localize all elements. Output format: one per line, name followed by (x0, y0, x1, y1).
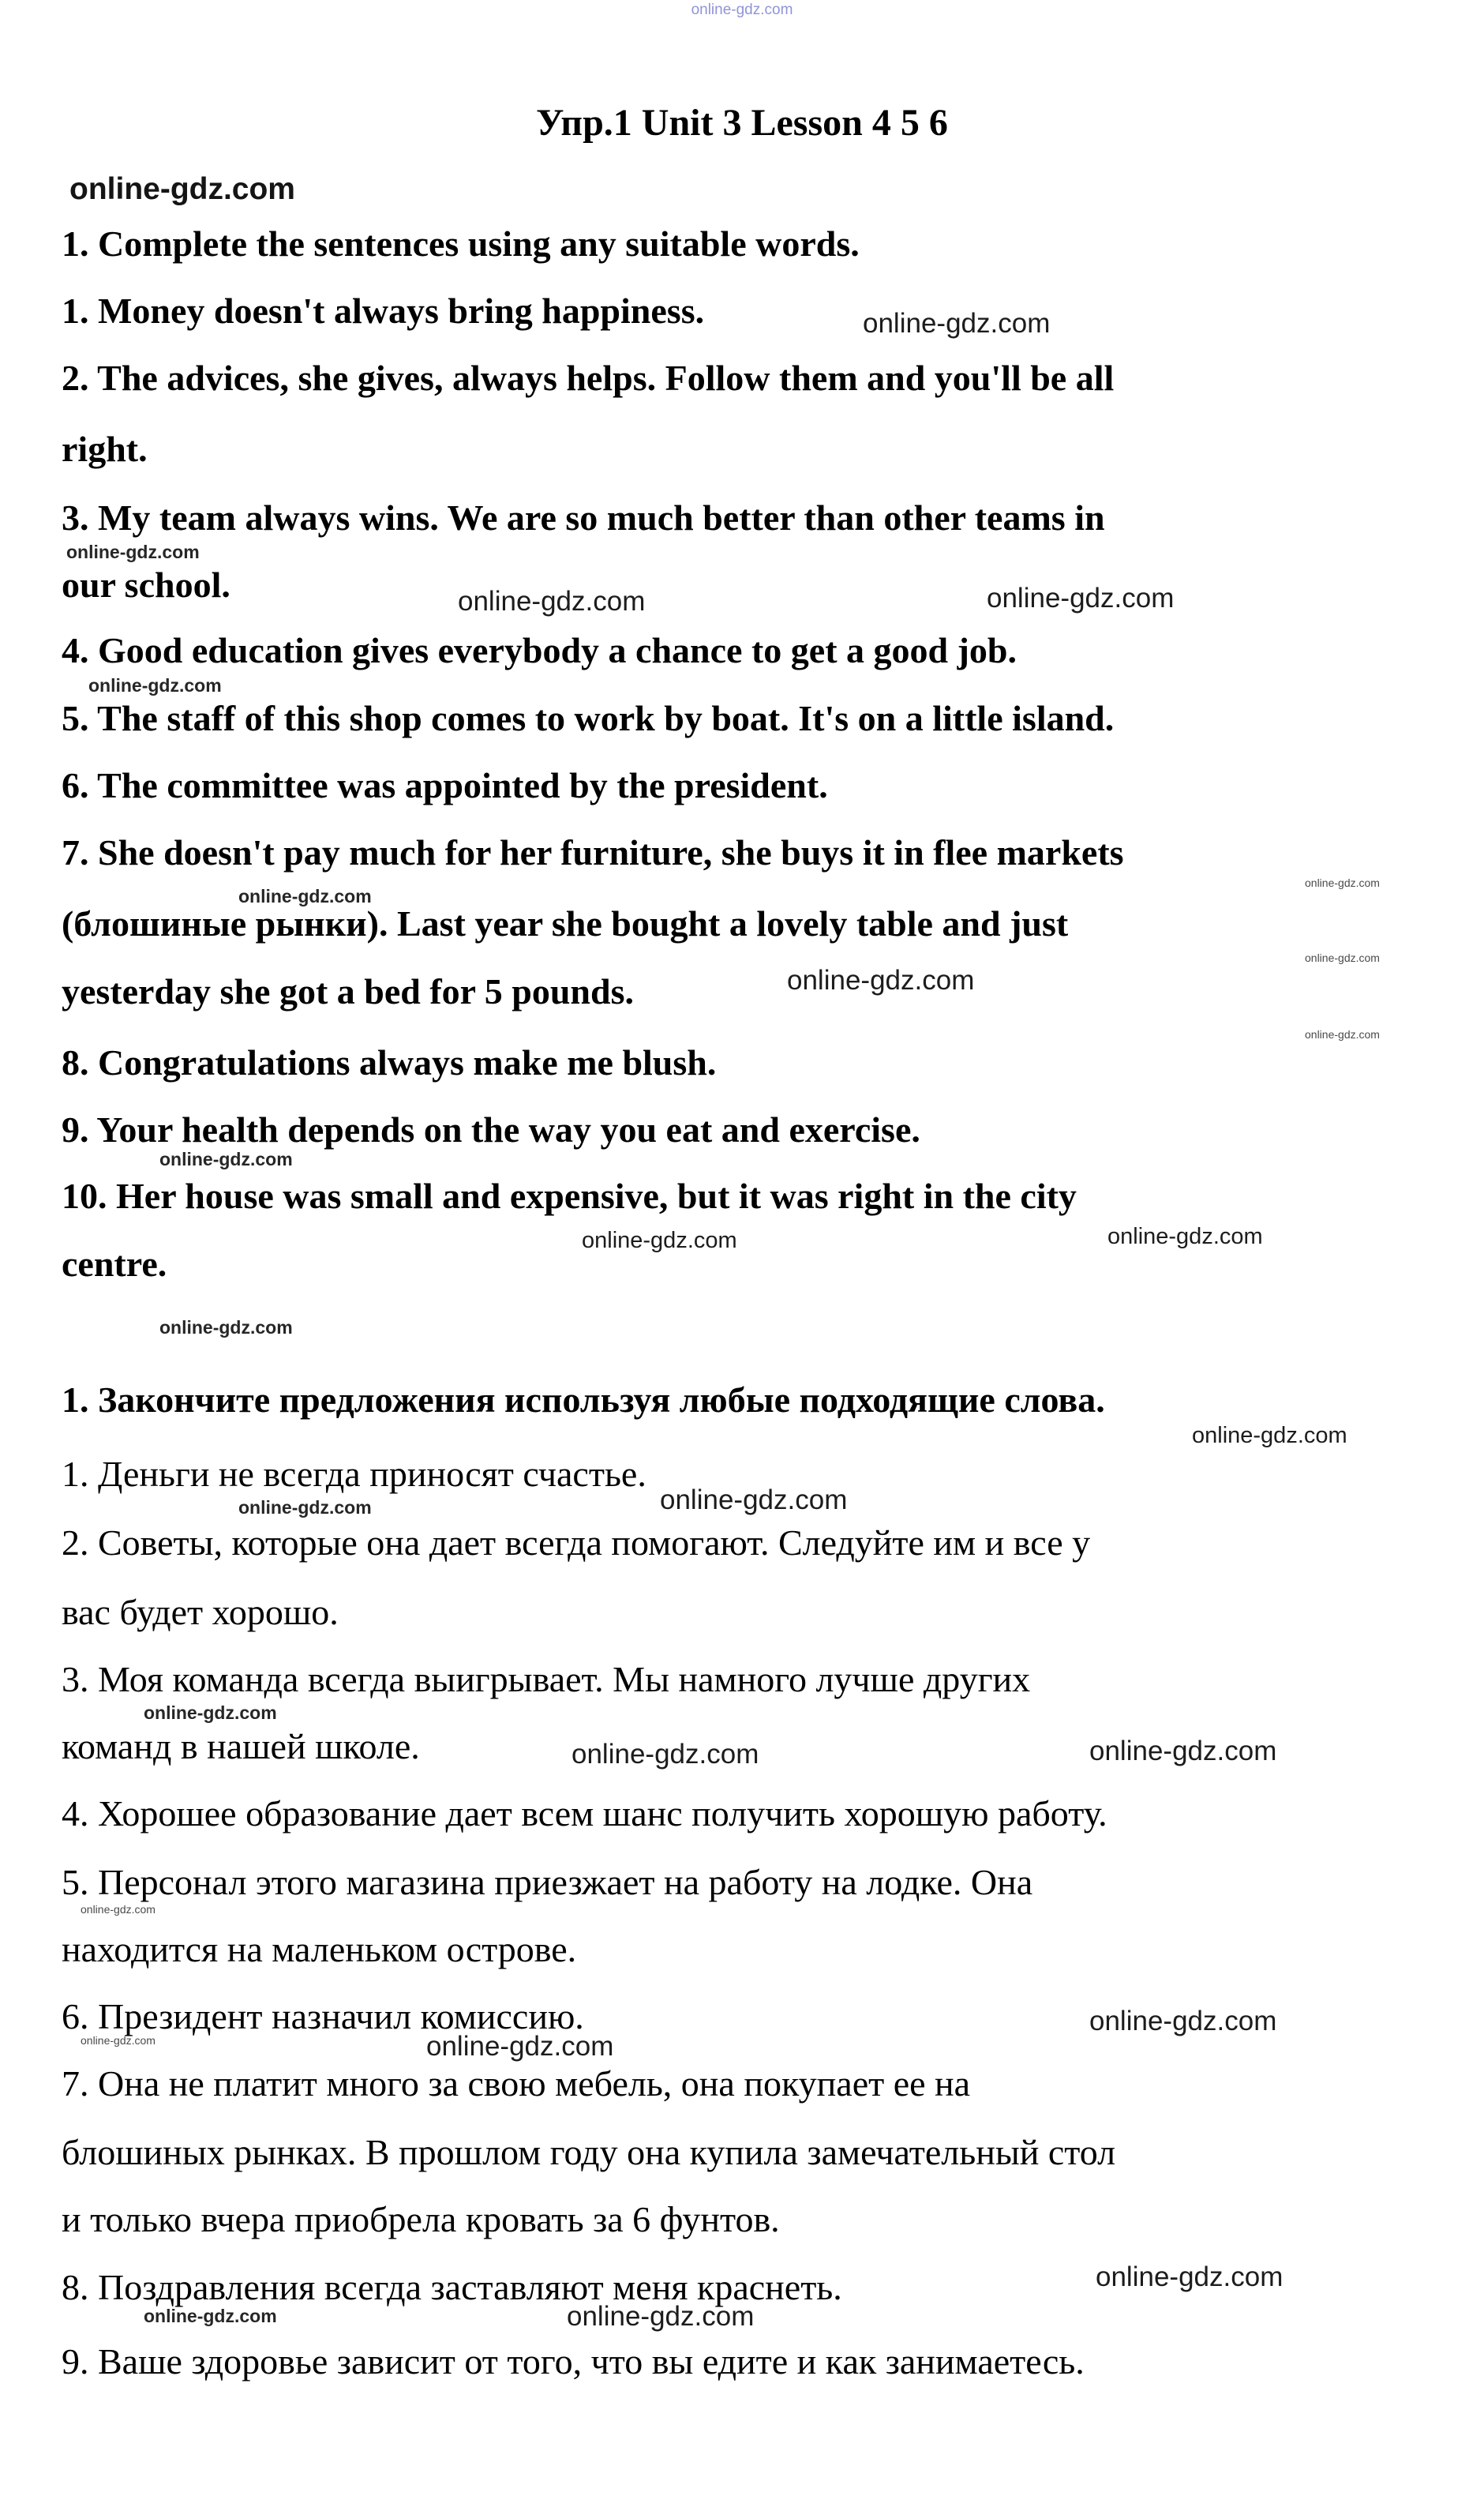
ru-sentence-6: 6. Президент назначил комиссию. (62, 1996, 584, 2036)
watermark: online-gdz.com (144, 2306, 277, 2326)
watermark: online-gdz.com (88, 675, 222, 696)
en-sentence-4: 4. Good education gives everybody a chance to get a good job. (62, 630, 1017, 670)
watermark: online-gdz.com (238, 1497, 372, 1518)
watermark: online-gdz.com (81, 2034, 156, 2047)
en-sentence-3-line-2: our school. (62, 565, 230, 605)
watermark: online-gdz.com (660, 1484, 848, 1515)
en-sentence-9: 9. Your health depends on the way you eat and exercise. (62, 1109, 920, 1150)
ru-sentence-5-line-2: находится на маленьком острове. (62, 1929, 577, 1969)
watermark: online-gdz.com (159, 1317, 293, 1338)
watermark: online-gdz.com (159, 1149, 293, 1169)
en-sentence-2-line-2: right. (62, 429, 148, 469)
ru-sentence-3-line-2: команд в нашей школе. (62, 1726, 420, 1766)
watermark: online-gdz.com (1096, 2261, 1284, 2292)
ru-sentence-7-line-3: и только вчера приобрела кровать за 6 фунтов. (62, 2199, 780, 2239)
ru-sentence-7-line-2: блошиных рынках. В прошлом году она купила замечательный стол (62, 2132, 1116, 2172)
en-sentence-7-line-2: (блошиные рынки). Last year she bought a lovely table and just (62, 903, 1069, 944)
en-sentence-8: 8. Congratulations always make me blush. (62, 1042, 717, 1083)
watermark: online-gdz.com (787, 965, 975, 996)
page-title: Упр.1 Unit 3 Lesson 4 5 6 (536, 102, 948, 144)
watermark: online-gdz.com (66, 542, 200, 562)
watermark: online-gdz.com (1089, 1736, 1277, 1766)
watermark: online-gdz.com (691, 2, 793, 18)
ru-sentence-8: 8. Поздравления всегда заставляют меня краснеть. (62, 2267, 842, 2307)
en-heading: 1. Complete the sentences using any suitable words. (62, 223, 860, 264)
watermark: online-gdz.com (1107, 1224, 1263, 1249)
watermark: online-gdz.com (567, 2301, 755, 2332)
ru-sentence-9: 9. Ваше здоровье зависит от того, что вы едите и как занимаетесь. (62, 2341, 1085, 2382)
en-sentence-10-line-2: centre. (62, 1244, 167, 1284)
en-sentence-2-line-1: 2. The advices, she gives, always helps. Follow them and you'll be all (62, 358, 1115, 398)
watermark: online-gdz.com (1305, 876, 1380, 889)
watermark: online-gdz.com (238, 886, 372, 906)
watermark: online-gdz.com (863, 308, 1051, 339)
ru-sentence-3-line-1: 3. Моя команда всегда выигрывает. Мы намного лучше других (62, 1659, 1031, 1699)
ru-sentence-5-line-1: 5. Персонал этого магазина приезжает на работу на лодке. Она (62, 1862, 1033, 1902)
ru-sentence-1: 1. Деньги не всегда приносят счастье. (62, 1454, 646, 1494)
watermark: online-gdz.com (571, 1739, 759, 1770)
watermark: online-gdz.com (81, 1903, 156, 1916)
watermark: online-gdz.com (69, 172, 295, 206)
watermark: online-gdz.com (1305, 951, 1380, 964)
watermark: online-gdz.com (458, 586, 646, 617)
watermark: online-gdz.com (1192, 1423, 1347, 1448)
en-sentence-10-line-1: 10. Her house was small and expensive, but it was right in the city (62, 1176, 1077, 1216)
en-sentence-7-line-3: yesterday she got a bed for 5 pounds. (62, 971, 634, 1012)
en-sentence-5: 5. The staff of this shop comes to work by boat. It's on a little island. (62, 698, 1115, 738)
watermark: online-gdz.com (1089, 2006, 1277, 2036)
watermark: online-gdz.com (426, 2031, 614, 2062)
ru-sentence-2-line-2: вас будет хорошо. (62, 1592, 339, 1632)
ru-sentence-2-line-1: 2. Советы, которые она дает всегда помогают. Следуйте им и все у (62, 1522, 1091, 1563)
watermark: online-gdz.com (1305, 1028, 1380, 1041)
en-sentence-6: 6. The committee was appointed by the president. (62, 765, 828, 805)
watermark: online-gdz.com (987, 583, 1175, 614)
ru-sentence-4: 4. Хорошее образование дает всем шанс получить хорошую работу. (62, 1793, 1107, 1834)
en-sentence-3-line-1: 3. My team always wins. We are so much better than other teams in (62, 497, 1105, 538)
ru-sentence-7-line-1: 7. Она не платит много за свою мебель, она покупает ее на (62, 2063, 971, 2104)
watermark: online-gdz.com (582, 1228, 737, 1253)
en-sentence-7-line-1: 7. She doesn't pay much for her furniture, she buys it in flee markets (62, 832, 1124, 873)
en-sentence-1: 1. Money doesn't always bring happiness. (62, 291, 705, 331)
watermark: online-gdz.com (144, 1702, 277, 1723)
ru-heading: 1. Закончите предложения используя любые подходящие слова. (62, 1379, 1105, 1420)
